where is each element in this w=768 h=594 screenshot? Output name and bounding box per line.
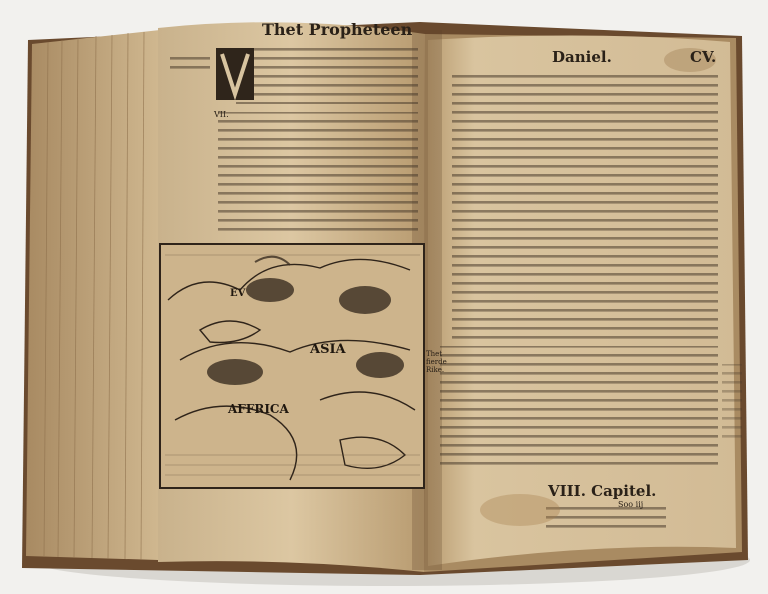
left-text-block-2	[218, 112, 418, 232]
right-text-block-3	[546, 506, 666, 532]
chapter-heading: VIII. Capitel.	[548, 482, 657, 500]
right-margin-gloss	[722, 364, 742, 444]
left-running-head: Thet Propheteen	[262, 20, 413, 39]
right-text-block-1	[452, 74, 718, 344]
left-margin-gloss	[170, 52, 210, 70]
folio-number: CV.	[690, 48, 717, 66]
right-text-block-2	[440, 346, 718, 470]
right-margin-note: Thet fierde Rike.	[426, 350, 447, 374]
map-label-eu: EV	[230, 288, 246, 299]
signature-mark: Soo iij	[618, 500, 644, 509]
map-label-asia: ASIA	[310, 342, 346, 357]
left-chapter-label: VII.	[214, 110, 229, 119]
left-text-block-1	[236, 44, 418, 104]
right-running-head: Daniel.	[552, 48, 612, 66]
map-label-affrica: AFFRICA	[228, 402, 289, 416]
